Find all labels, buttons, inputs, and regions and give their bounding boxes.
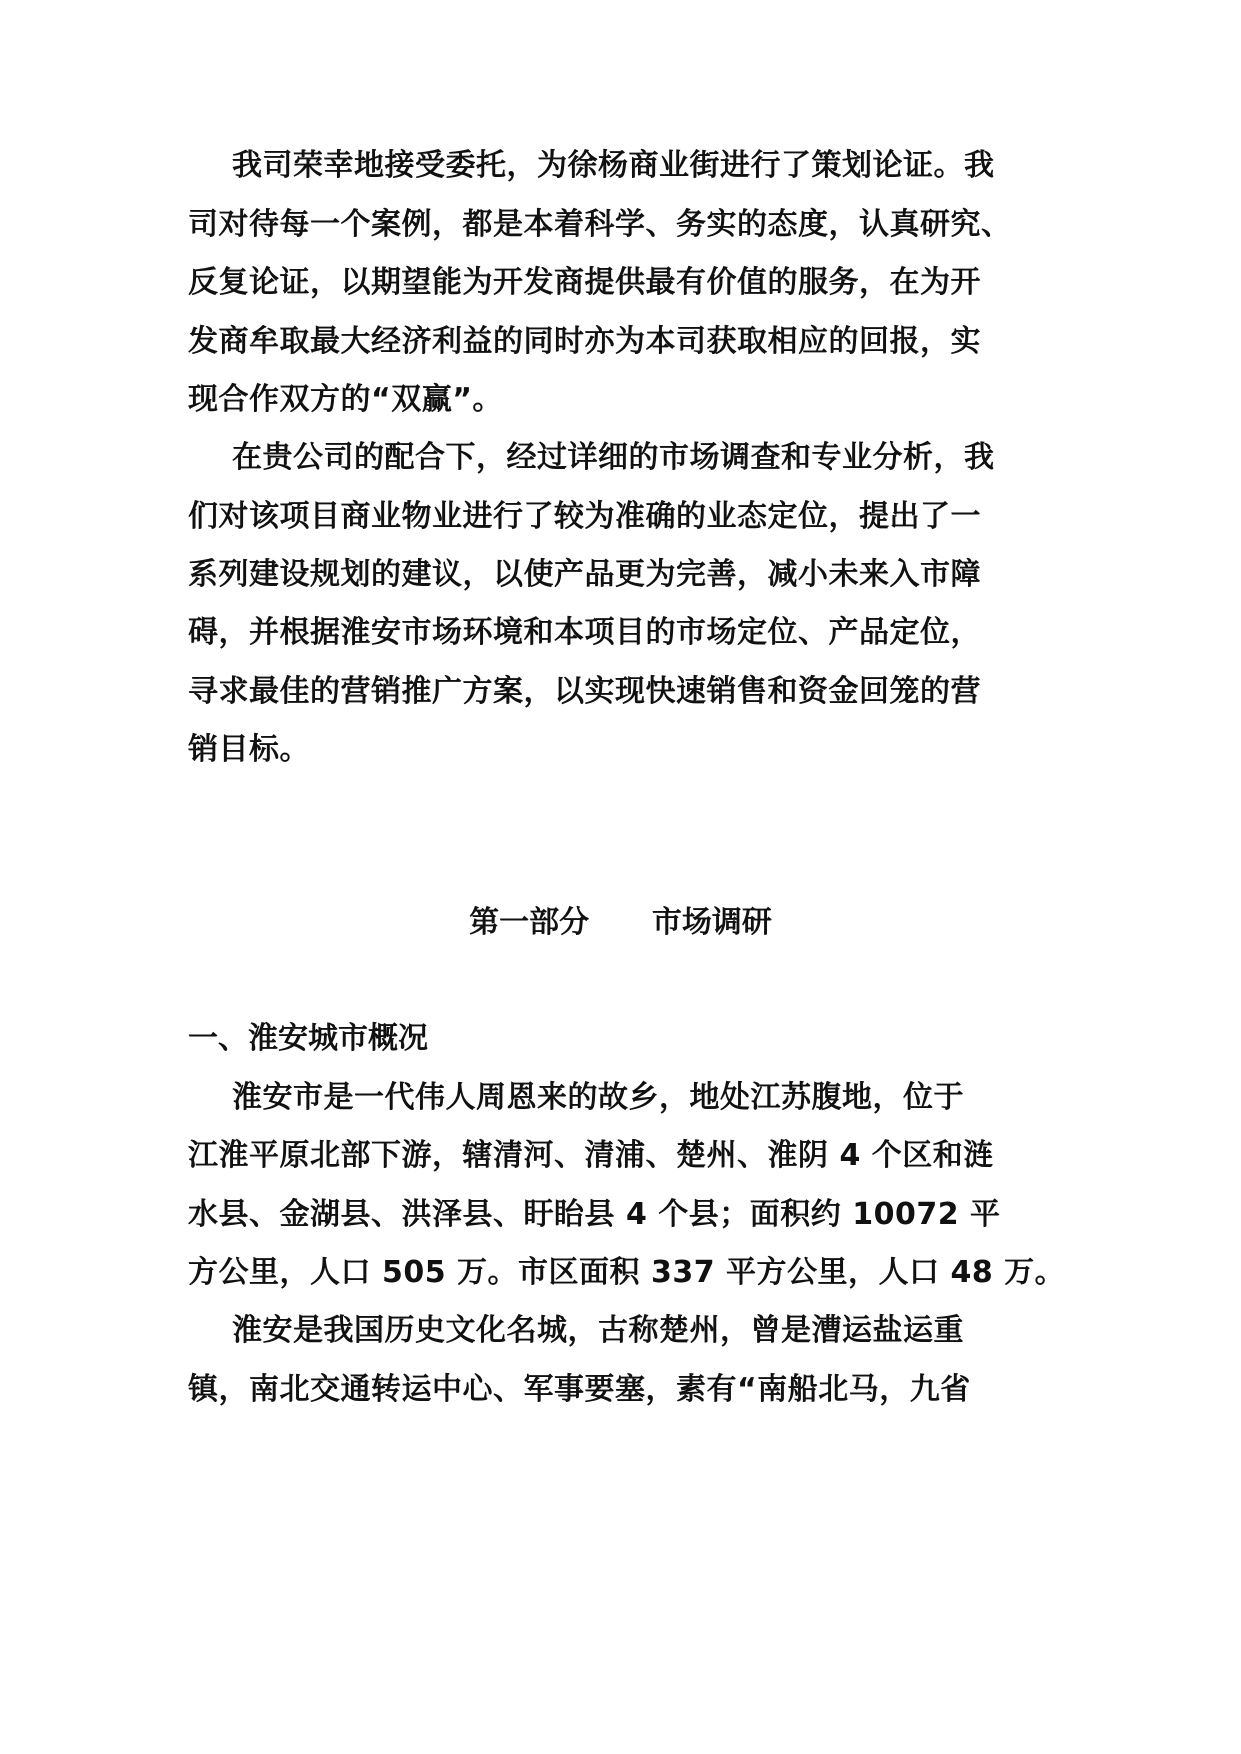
section1-paragraph1-line: 江淮平原北部下游，辖清河、清浦、楚州、淮阴 4 个区和涟 (188, 1138, 994, 1173)
section1-paragraph2-line: 镇，南北交通转运中心、军事要塞，素有“南船北马，九省 (188, 1372, 971, 1407)
intro-paragraph1-line: 发商牟取最大经济利益的同时亦为本司获取相应的回报，实 (188, 324, 981, 359)
section1-paragraph1-line: 方公里，人口 505 万。市区面积 337 平方公里，人口 48 万。 (188, 1255, 1066, 1290)
section1-paragraph1-line: 淮安市是一代伟人周恩来的故乡，地处江苏腹地，位于 (232, 1080, 964, 1115)
intro-paragraph1-line: 现合作双方的“双赢”。 (188, 382, 503, 417)
intro-paragraph2-line: 寻求最佳的营销推广方案，以实现快速销售和资金回笼的营 (188, 674, 981, 709)
intro-paragraph1-line: 我司荣幸地接受委托，为徐杨商业街进行了策划论证。我 (232, 148, 995, 183)
intro-paragraph1-line: 反复论证，以期望能为开发商提供最有价值的服务，在为开 (188, 265, 981, 300)
part-title: 第一部分 市场调研 (469, 905, 772, 940)
intro-paragraph2-line: 碍，并根据淮安市场环境和本项目的市场定位、产品定位， (188, 615, 981, 650)
section-heading: 一、淮安城市概况 (188, 1021, 428, 1056)
intro-paragraph1-line: 司对待每一个案例，都是本着科学、务实的态度，认真研究、 (188, 207, 1012, 242)
intro-paragraph2-line: 们对该项目商业物业进行了较为准确的业态定位，提出了一 (188, 499, 981, 534)
section1-paragraph2-line: 淮安是我国历史文化名城，古称楚州，曾是漕运盐运重 (232, 1313, 964, 1348)
intro-paragraph2-line: 系列建设规划的建议，以使产品更为完善，减小未来入市障 (188, 557, 981, 592)
section1-paragraph1-line: 水县、金湖县、洪泽县、盱眙县 4 个县；面积约 10072 平 (188, 1197, 1001, 1232)
intro-paragraph2-line: 在贵公司的配合下，经过详细的市场调查和专业分析，我 (232, 440, 995, 475)
intro-paragraph2-line: 销目标。 (188, 732, 310, 767)
